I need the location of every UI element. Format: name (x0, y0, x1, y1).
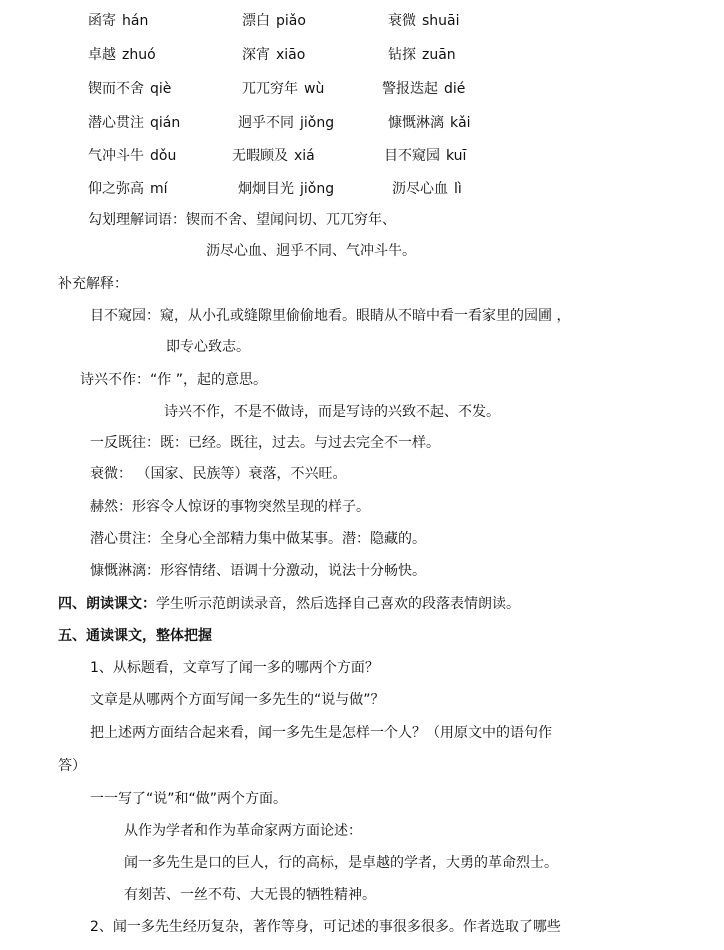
section-5-line: 闻一多先生是口的巨人，行的高标，是卓越的学者，大勇的革命烈士。 (124, 855, 558, 871)
vocab-item (88, 45, 156, 65)
vocab-word: 卓越 (88, 47, 116, 63)
vocab-word: 锲而不舍 (88, 81, 144, 97)
vocab-item (388, 45, 456, 65)
vocab-pinyin: qiè (150, 81, 172, 97)
vocab-item (388, 113, 471, 133)
vocab-item (242, 45, 305, 65)
vocab-pinyin: shuāi (422, 13, 460, 29)
supplement-line: 诗兴不作，不是不做诗，而是写诗的兴致不起、不发。 (164, 404, 500, 420)
section-5-line: 答） (58, 758, 86, 774)
vocab-word: 潜心贯注 (88, 115, 144, 131)
vocab-item (388, 11, 460, 31)
supplement-line: 即专心致志。 (166, 339, 250, 355)
vocab-word: 炯炯目光 (238, 181, 294, 197)
vocab-pinyin: xiāo (276, 47, 306, 63)
vocab-item (232, 146, 315, 166)
section-5-line: 文章是从哪两个方面写闻一多先生的“说与做”？ (90, 692, 385, 708)
vocab-item (88, 11, 148, 31)
section-5-line: 1、从标题看，文章写了闻一多的哪两个方面？ (90, 660, 379, 676)
vocab-item (392, 179, 462, 199)
vocab-word: 目不窥园 (384, 148, 440, 164)
supplement-line: 衰微： （国家、民族等）衰落，不兴旺。 (90, 466, 347, 482)
vocab-pinyin: wù (304, 81, 325, 97)
vocab-item (382, 79, 465, 99)
vocab-pinyin: jiǒng (300, 115, 335, 131)
vocab-pinyin: zhuó (122, 47, 156, 63)
vocab-pinyin: dǒu (150, 148, 177, 164)
section-4-heading: 四、朗读课文： (58, 596, 156, 612)
vocab-pinyin: hán (122, 13, 149, 29)
supplement-line: 赫然：形容令人惊讶的事物突然呈现的样子。 (90, 499, 370, 515)
vocab-pinyin: lì (454, 181, 462, 197)
vocab-word: 衰微 (388, 13, 416, 29)
supplement-line: 慷慨淋漓：形容情绪、语调十分激动，说法十分畅快。 (90, 563, 426, 579)
vocab-item (242, 79, 324, 99)
vocab-item (88, 79, 171, 99)
vocab-word: 钻探 (388, 47, 416, 63)
vocab-word: 迥乎不同 (238, 115, 294, 131)
vocab-word: 气冲斗牛 (88, 148, 144, 164)
understand-line-1: 勾划理解词语：锲而不舍、望闻问切、兀兀穷年、 (88, 212, 396, 228)
vocab-word: 兀兀穷年 (242, 81, 298, 97)
vocab-word: 无暇顾及 (232, 148, 288, 164)
vocab-item (384, 146, 466, 166)
vocab-word: 仰之弥高 (88, 181, 144, 197)
supplement-line: 目不窥园：窥，从小孔或缝隙里偷偷地看。眼睛从不暗中看一看家里的园圃 ， (90, 308, 571, 324)
vocab-pinyin: kuī (446, 148, 467, 164)
section-5-line: 一一写了“说”和“做”两个方面。 (90, 791, 288, 807)
supplement-title: 补充解释： (58, 276, 128, 292)
vocab-word: 漂白 (242, 13, 270, 29)
supplement-line: 潜心贯注：全身心全部精力集中做某事。潜：隐藏的。 (90, 531, 426, 547)
vocab-word: 警报迭起 (382, 81, 438, 97)
supplement-line: 诗兴不作：“作 ”，起的意思。 (80, 372, 267, 388)
vocab-word: 函寄 (88, 13, 116, 29)
vocab-pinyin: xiá (294, 148, 315, 164)
supplement-line: 一反既往：既：已经。既往，过去。与过去完全不一样。 (90, 435, 440, 451)
vocab-pinyin: dié (444, 81, 466, 97)
vocab-pinyin: zuān (422, 47, 456, 63)
vocab-item (242, 11, 306, 31)
vocab-item (238, 179, 334, 199)
vocab-item (88, 146, 176, 166)
vocab-pinyin: qián (150, 115, 181, 131)
vocab-pinyin: kǎi (450, 115, 471, 131)
vocab-item (88, 113, 180, 133)
vocab-word: 慷慨淋漓 (388, 115, 444, 131)
section-5-line: 从作为学者和作为革命家两方面论述： (124, 823, 362, 839)
vocab-item (238, 113, 334, 133)
section-4 (58, 594, 520, 614)
vocab-item (88, 179, 168, 199)
vocab-pinyin: jiǒng (300, 181, 335, 197)
section-5-line: 2、闻一多先生经历复杂，著作等身，可记述的事很多很多。作者选取了哪些 (90, 919, 561, 935)
vocab-pinyin: mí (150, 181, 168, 197)
vocab-pinyin: piǎo (276, 13, 306, 29)
vocab-word: 沥尽心血 (392, 181, 448, 197)
vocab-word: 深宵 (242, 47, 270, 63)
section-5-line: 有刻苦、一丝不苟、大无畏的牺牲精神。 (124, 887, 376, 903)
understand-line-2: 沥尽心血、迥乎不同、气冲斗牛。 (206, 243, 416, 259)
section-4-text: 学生听示范朗读录音，然后选择自己喜欢的段落表情朗读。 (156, 596, 520, 612)
section-5-line: 把上述两方面结合起来看，闻一多先生是怎样一个人？（用原文中的语句作 (90, 725, 552, 741)
section-5-heading: 五、通读课文，整体把握 (58, 628, 212, 644)
